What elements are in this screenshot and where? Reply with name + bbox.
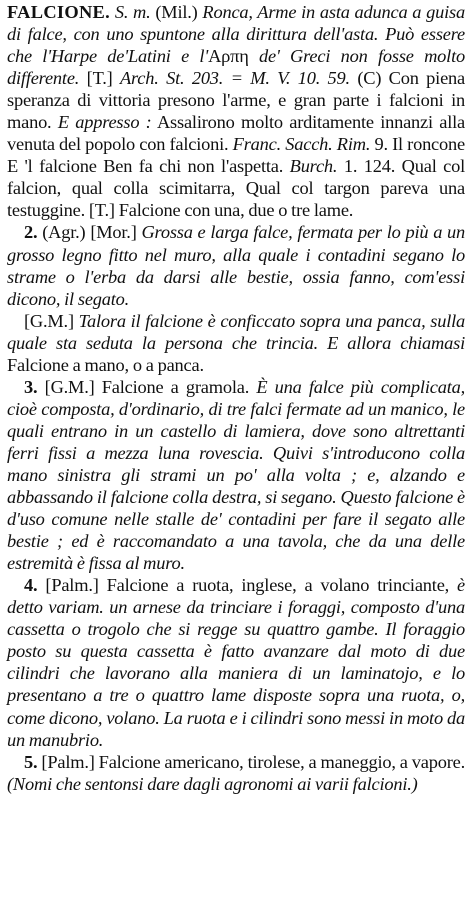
domain-label: (Mil.) — [155, 2, 198, 22]
sense-definition: è detto variam. un arnese da trinciare i foraggi, composto d'una cassetta o trogolo che si regge su quattro gambe. Il foraggio posto su questa cassetta è fatto avanzare dal moto di due cilindri che lavorano alla maniera di un laminatojo, e lo presentano a tre o quattro lame disposte sopra una ruota, o, come dicono, volano. La ruota e i cilindri sono messi in moto da un manubrio. — [7, 575, 466, 750]
term-text: Falcione a mano, o a panca. — [7, 354, 204, 375]
sense-number: 4. — [24, 575, 38, 596]
sense-label: [Palm.] Falcione americano, tirolese, a maneggio, a vapore. — [41, 751, 466, 772]
sense-number: 2. — [24, 222, 38, 243]
citation-ref: Burch. — [289, 156, 338, 177]
definition-text-cont: de' Greci non fosse molto differente. — [7, 46, 465, 89]
greek-word: Aρπη — [208, 46, 249, 67]
grammar-label: S. m. — [114, 2, 151, 22]
note-text: Talora il falcione è conficcato sopra una panca, sulla quale sta seduta la persona che trincia. E allora chiamasi — [7, 310, 466, 353]
sense-label: [G.M.] Falcione a gramola. — [44, 376, 250, 397]
entry-sense-main — [7, 1, 465, 221]
citation-text: 9. Il roncone E 'l falcione Ben fa chi non l'aspetta. — [7, 134, 465, 177]
entry-sense-4 — [7, 574, 465, 750]
sense-definition: Grossa e larga falce, fermata per lo più a un grosso legno fitto nel muro, alla quale i contadini segano lo strame o l'erba da darsi alle bestie, ossia fanno, com'essi dicono, il segato. — [7, 222, 466, 309]
entry-sense-5 — [7, 751, 465, 795]
citation-text: (C) Con piena speranza di vittoria presono l'arme, e gran parte i falcioni in mano. — [7, 68, 465, 133]
citation-ref: Arch. St. 203. = M. V. 10. 59. — [120, 68, 350, 89]
definition-text: Ronca, Arme in asta adunca a guisa di falce, con uno spuntone alla dirittura dell'asta. Può essere che l'Harpe de'Latini e l' — [7, 2, 465, 67]
sense-number: 3. — [24, 376, 38, 397]
source-tag: [G.M.] — [24, 310, 74, 331]
source-tag: [T.] — [86, 68, 113, 89]
entry-sense-3 — [7, 376, 465, 574]
sense-label: [Palm.] Falcione a ruota, inglese, a volano trinciante, — [45, 575, 450, 596]
sense-definition: È una falce più complicata, cioè composta, d'ordinario, di tre falci fermate ad un manico, le quali entrano in un castello di lamiera, dove sono altrettanti ferri fissi a mezza luna rovescia. Quivi s'introducono colla mano sinistra gli strami un po' alla volta ; e, alzando e abbassando il falcione colla destra, si segano. Questo falcione è d'uso comune nelle stalle de' contadini per fare il segato alle bestie ; ed è raccomandato a una tavola, che da una delle estremità è fissa al muro. — [7, 376, 466, 574]
citation-text: Assalirono molto arditamente innanzi alla venuta del popolo con falcioni. — [7, 112, 466, 155]
headword: FALCIONE. — [7, 2, 111, 22]
entry-sense-2 — [7, 221, 465, 309]
sense-label: (Agr.) [Mor.] — [42, 222, 137, 243]
citation-appresso: E appresso : — [57, 112, 152, 133]
sense-number: 5. — [24, 751, 38, 772]
citation-ref: Franc. Sacch. Rim. — [232, 134, 371, 155]
sense-definition: (Nomi che sentonsi dare dagli agronomi ai varii falcioni.) — [7, 773, 418, 794]
entry-note — [7, 310, 465, 376]
citation-text: 1. 124. Qual col falcion, qual colla scimitarra, Qual col targon pareva una testuggine. [T.] Falcione con una, due o tre lame. — [7, 156, 465, 221]
